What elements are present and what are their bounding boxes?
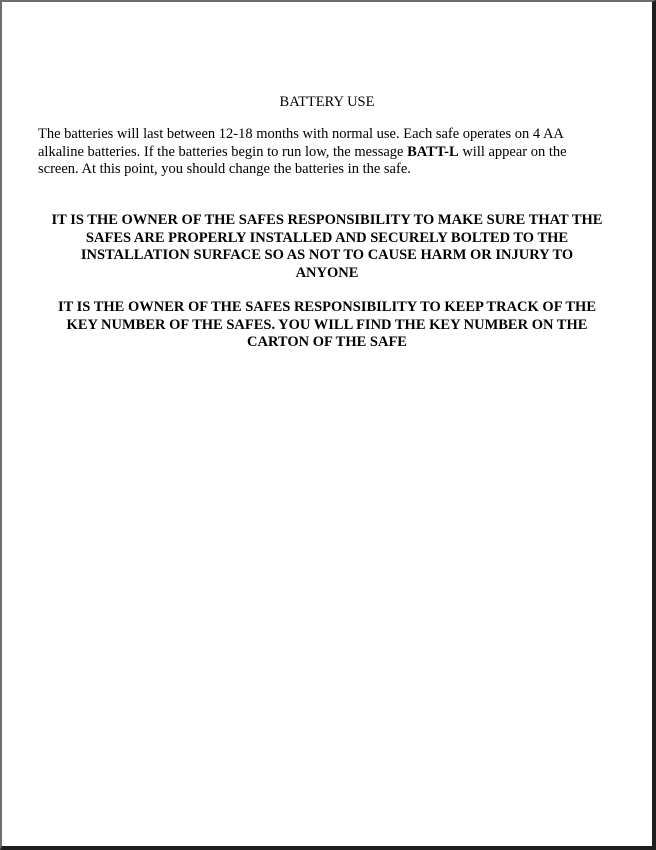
warning-line: KEY NUMBER OF THE SAFES. YOU WILL FIND THE KEY NUMBER ON THE: [66, 316, 588, 333]
warning-line: IT IS THE OWNER OF THE SAFES RESPONSIBILITY TO MAKE SURE THAT THE: [51, 212, 603, 228]
warning-line: SAFES ARE PROPERLY INSTALLED AND SECURELY BOLTED TO THE: [85, 229, 569, 246]
battery-paragraph: [38, 126, 616, 179]
paragraph-line: The batteries will last between 12-18 months with normal use. Each safe operates on 4 AA: [38, 126, 564, 142]
warning-line: INSTALLATION SURFACE SO AS NOT TO CAUSE HARM OR INJURY TO: [80, 247, 574, 264]
warning-line: CARTON OF THE SAFE: [247, 334, 407, 351]
paragraph-line: screen. At this point, you should change the batteries in the safe.: [38, 161, 411, 177]
installation-warning: [38, 212, 616, 282]
section-heading: BATTERY USE: [279, 94, 375, 110]
batt-l-message: BATT-L: [407, 143, 459, 160]
paragraph-line: [38, 144, 616, 162]
key-number-warning: [38, 299, 616, 352]
warning-line: IT IS THE OWNER OF THE SAFES RESPONSIBILITY TO KEEP TRACK OF THE: [57, 299, 596, 315]
paragraph-text: will appear on the: [458, 143, 567, 160]
paragraph-text: alkaline batteries. If the batteries begin to run low, the message: [38, 143, 408, 160]
warning-line: ANYONE: [295, 264, 359, 281]
